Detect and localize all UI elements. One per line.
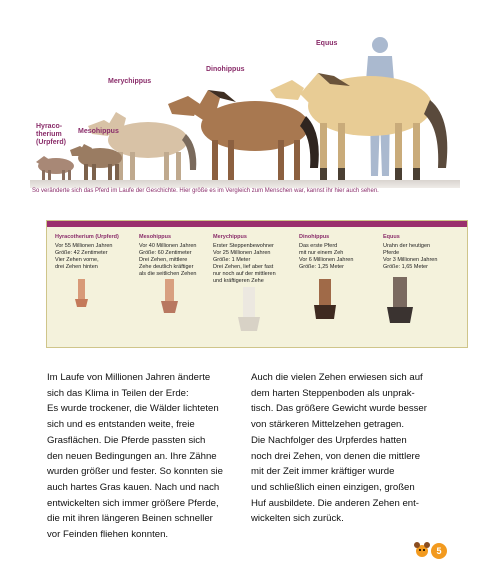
column-title: Hyracotherium (Urpferd) — [55, 234, 119, 240]
column-text: Urahn der heutigen Pferde Vor 3 Millionen Jahren Größe: 1,65 Meter — [383, 243, 438, 270]
hoof-illustrations — [47, 221, 467, 347]
label-merychippus: Merychippus — [108, 78, 152, 85]
column-text: Vor 40 Millionen Jahren Größe: 60 Zentimeter Drei Zehen, mittlere Zehe deutlich kräftiger als die seitlichen Zehen — [139, 243, 197, 277]
label-mesohippus: Mesohippus — [78, 128, 119, 135]
body-text-right: Auch die vielen Zehen erwiesen sich auf dem harten Steppenboden als unprak- tisch. Das größere Gewicht wurde besser von stärkeren Mittelzehen getragen. Die Nachfolger des Urpferdes hatten noch drei Zehen, von denen die mittlere mit der Zeit immer kräftiger wurde und schließlich einen einzigen, großen Huf ausbildete. Die anderen Zehen ent- wickelten sich zurück. — [251, 372, 427, 525]
hoof-dinohippus — [314, 279, 336, 319]
column-title: Equus — [383, 234, 400, 240]
column-title: Dinohippus — [299, 234, 330, 240]
label-hyracotherium: Hyraco- therium (Urpferd) — [36, 123, 66, 146]
info-panel — [46, 220, 468, 348]
column-text: Erster Steppenbewohner Vor 25 Millionen Jahren Größe: 1 Meter Drei Zehen, lief aber fast nur noch auf der mittleren und kräftigeren Zehe — [213, 243, 276, 284]
hoof-equus — [387, 277, 413, 323]
body-text-left: Im Laufe von Millionen Jahren änderte sich das Klima in Teilen der Erde: Es wurde trockener, die Wälder lichteten sich und es entstanden weite, freie Grasflächen. Die Pferde passten sich den neuen Bedingungen an. Ihre Zähne wurden größer und fester. So konnten sie auch hartes Gras kauen. Nach und nach entwickelten sich immer größere Pferde, die mit ihren längeren Beinen schneller vor Feinden fliehen konnten. — [47, 372, 223, 541]
hoof-merychippus — [238, 287, 260, 331]
ground-strip — [30, 180, 460, 188]
evolution-caption: So veränderte sich das Pferd im Laufe der Geschichte. Hier größe es im Vergleich zum Menschen war, kannst ihr hier auch sehen. — [32, 188, 379, 194]
column-text: Das erste Pferd mit nur einem Zeh Vor 6 Millionen Jahren Größe: 1,25 Meter — [299, 243, 354, 270]
label-dinohippus: Dinohippus — [206, 66, 245, 73]
horse-hyracotherium — [36, 156, 74, 182]
column-title: Mesohippus — [139, 234, 172, 240]
horse-mesohippus — [70, 144, 122, 182]
column-title: Merychippus — [213, 234, 247, 240]
column-text: Vor 55 Millionen Jahren Größe: 42 Zentimeter Vier Zehen vorne, drei Zehen hinten — [55, 243, 113, 270]
label-equus: Equus — [316, 40, 338, 47]
mouse-mascot-icon — [412, 540, 432, 560]
hoof-hyracotherium — [75, 279, 88, 307]
hoof-mesohippus — [161, 279, 178, 313]
horse-merychippus — [88, 112, 196, 182]
page-number: 5 — [431, 543, 447, 559]
horse-evolution-figure — [0, 28, 480, 200]
horse-evolution-illustration — [0, 28, 480, 200]
